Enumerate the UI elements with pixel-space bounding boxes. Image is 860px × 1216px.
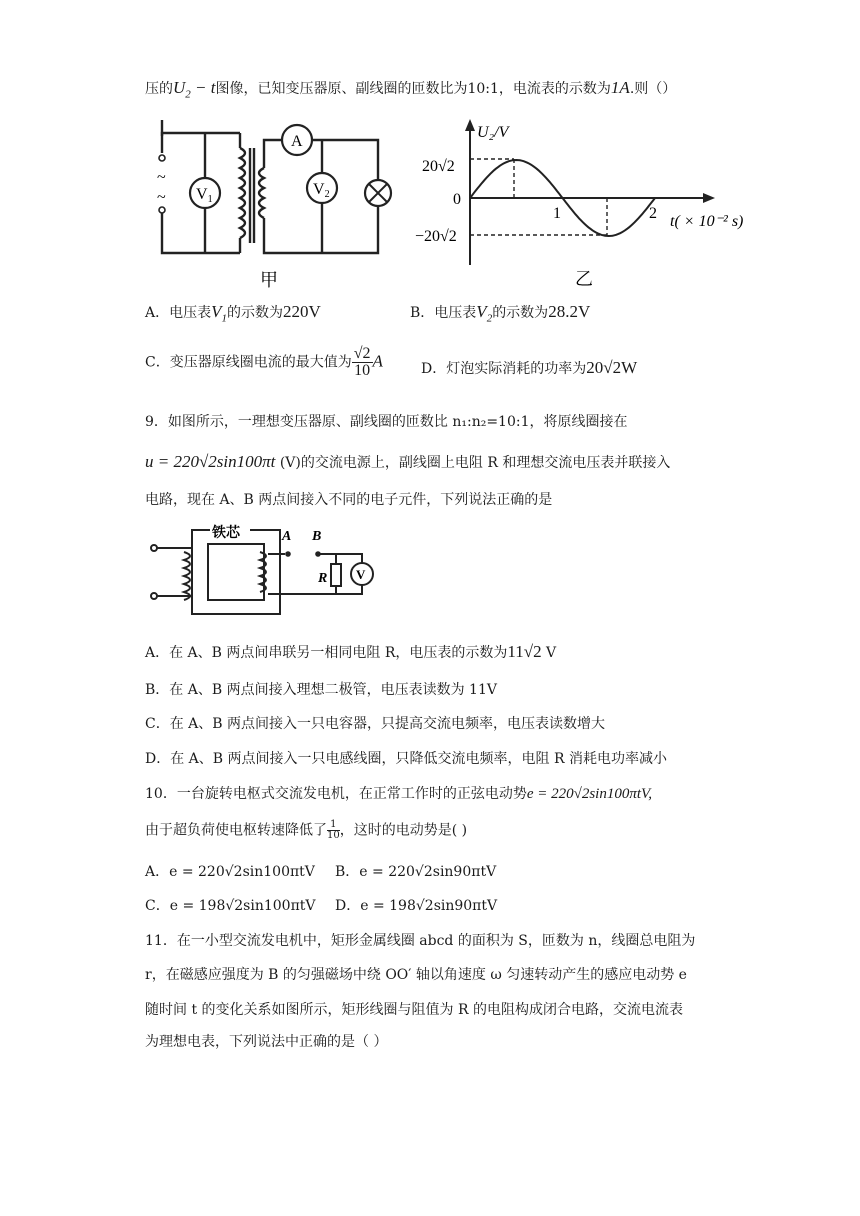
point-b-label: B — [312, 529, 322, 544]
q10-option-c[interactable]: C．e = 198√2sin100πtV — [145, 898, 316, 914]
ac-source-symbol: ~ — [157, 169, 166, 186]
figure-caption-jia: 甲 — [260, 270, 278, 288]
q9-line-3: 电路，现在 A、B 两点间接入不同的电子元件，下列说法正确的是 — [145, 492, 553, 508]
graph-y-bottom-label: −20√2 — [415, 228, 457, 245]
lamp-icon — [365, 180, 391, 206]
q9-option-b[interactable]: B．在 A、B 两点间接入理想二极管，电压表读数为 11V — [145, 682, 497, 698]
svg-text:V: V — [356, 567, 366, 582]
q8-circuit-figure — [150, 118, 400, 288]
q9-formula: u = 220√2sin100πt — [145, 452, 276, 471]
graph-x-tick-1: 1 — [553, 205, 561, 222]
q10-option-d[interactable]: D．e = 198√2sin90πtV — [335, 898, 498, 914]
q9-transformer-figure — [140, 518, 390, 628]
q10-option-b[interactable]: B．e = 220√2sin90πtV — [335, 864, 497, 880]
q9-option-a[interactable]: A．在 A、B 两点间串联另一相同电阻 R，电压表的示数为11√2 V — [145, 642, 557, 661]
graph-x-axis-label: t( × 10⁻² s) — [670, 213, 744, 230]
q8-option-b[interactable]: B．电压表$V_2$的示数为28.2V — [410, 302, 591, 325]
resistor-label: R — [318, 571, 328, 586]
q9-line-1: 9．如图所示，一理想变压器原、副线圈的匝数比 n₁:n₂=10:1，将原线圈接在 — [145, 414, 628, 430]
svg-text:V1: V1 — [196, 186, 213, 205]
graph-y-axis-label: U₂/V — [477, 124, 509, 141]
q8-intro-current: 1A — [610, 78, 630, 97]
q8-intro-prefix: 压的 — [145, 81, 173, 97]
figure-caption-yi: 乙 — [575, 269, 593, 289]
q9-option-d[interactable]: D．在 A、B 两点间接入一只电感线圈，只降低交流电频率，电阻 R 消耗电功率减小 — [145, 751, 667, 767]
q10-line-2: 由于超负荷使电枢转速降低了 $\frac{1}{10}$ ，这时的电动势是( ) — [145, 819, 468, 841]
q8-intro-symbol: $U_2 - t$ — [173, 78, 216, 101]
q8-intro-rest: 图像，已知变压器原、副线圈的匝数比为10:1，电流表的示数为 — [215, 81, 611, 97]
q8-sine-graph — [415, 115, 760, 290]
graph-y-zero-label: 0 — [453, 191, 461, 208]
svg-text:A: A — [291, 133, 303, 150]
q10-option-a[interactable]: A．e = 220√2sin100πtV — [145, 864, 315, 880]
q11-line-4: 为理想电表，下列说法中正确的是（ ） — [145, 1034, 388, 1050]
q9-line-2: u = 220√2sin100πt (V)的交流电源上，副线圈上电阻 R 和理想交流电压表并联接入 — [145, 452, 671, 471]
q10-line-1: 10．一台旋转电枢式交流发电机，在正常工作时的正弦电动势e = 220√2sin100πtV, — [145, 786, 653, 802]
q8-option-c[interactable]: C．变压器原线圈电流的最大值为 $\frac{√2}{10}$ A — [145, 345, 383, 379]
q8-option-d[interactable]: D．灯泡实际消耗的功率为20√2W — [421, 358, 638, 377]
ac-source-symbol-2: ~ — [157, 189, 166, 206]
q9-option-c[interactable]: C．在 A、B 两点间接入一只电容器，只提高交流电频率，电压表读数增大 — [145, 716, 606, 732]
graph-y-top-label: 20√2 — [422, 158, 455, 175]
q8-option-a[interactable]: A．电压表$V_1$的示数为220V — [145, 302, 321, 325]
core-label: 铁芯 — [212, 526, 240, 541]
graph-x-tick-2: 2 — [649, 205, 657, 222]
point-a-label: A — [282, 529, 292, 544]
q11-line-1: 11．在一小型交流发电机中，矩形金属线圈 abcd 的面积为 S，匝数为 n，线圈总电阻为 — [145, 933, 696, 949]
q11-line-2: r，在磁感应强度为 B 的匀强磁场中绕 OO′ 轴以角速度 ω 匀速转动产生的感应电动势 e — [145, 967, 687, 983]
q8-intro-end: .则（） — [629, 81, 677, 97]
q11-line-3: 随时间 t 的变化关系如图所示，矩形线圈与阻值为 R 的电阻构成闭合电路，交流电流表 — [145, 1002, 683, 1018]
svg-text:V2: V2 — [313, 181, 330, 200]
q8-intro-line — [145, 78, 676, 104]
